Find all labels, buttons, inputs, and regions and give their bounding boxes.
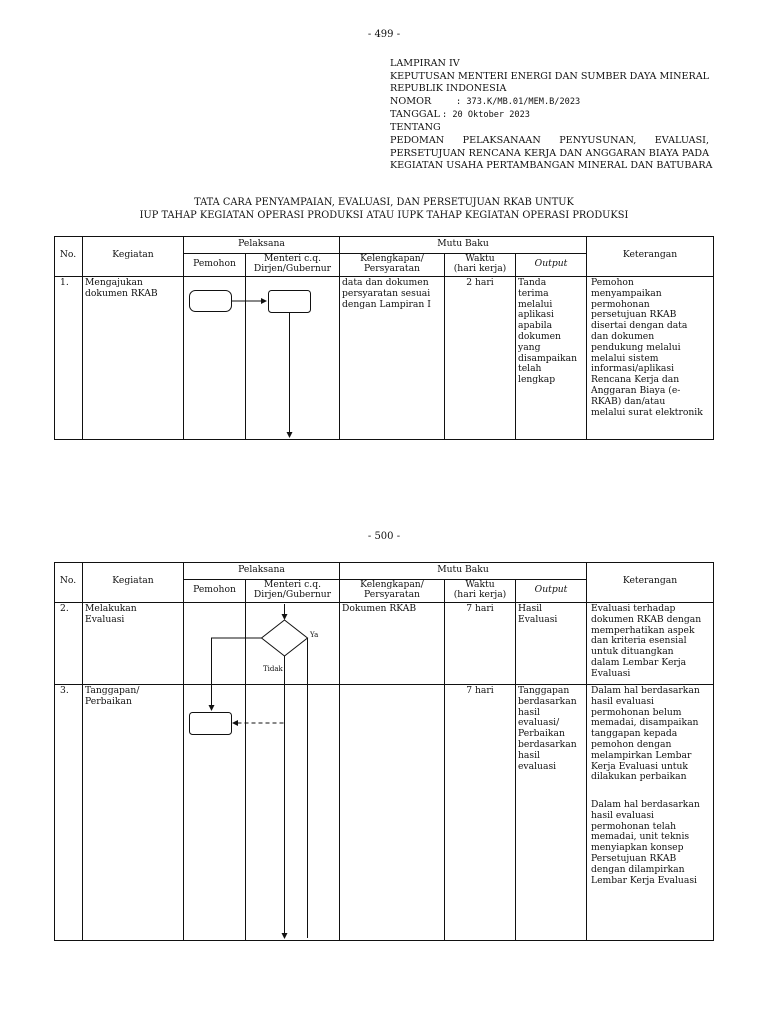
col-kelengkapan-header-2-2: Persyaratan — [364, 589, 420, 600]
row3-keterangan-b: Dalam hal berdasarkan hasil evaluasi permohonan telah memadai, unit teknis menyiapkan konsep Persetujuan RKAB dengan dilampirkan Lembar Kerja Evaluasi — [591, 799, 700, 886]
row2-keterangan: Evaluasi terhadap dokumen RKAB dengan memperhatikan aspek dan kriteria esensial untuk dituangkan dalam Lembar Kerja Evaluasi — [591, 603, 702, 679]
page-number-500: - 500 - — [367, 531, 401, 542]
row3-waktu: 7 hari — [466, 685, 494, 696]
row2-kelengkapan: Dokumen RKAB — [342, 603, 417, 614]
col-waktu-header-1: Waktu — [465, 253, 495, 264]
row1-output: Tanda terima melalui aplikasi apabila dokumen yang disampaikan telah lengkap — [518, 277, 577, 386]
row3-kegiatan: Tanggapan/ Perbaikan — [85, 685, 140, 707]
col-kegiatan-header-2: Kegiatan — [112, 575, 154, 586]
col-no-header-2: No. — [59, 575, 77, 586]
tentang-line-3: KEGIATAN USAHA PERTAMBANGAN MINERAL DAN BATUBARA — [390, 160, 713, 171]
col-menteri-header-1: Menteri c.q. — [263, 253, 321, 264]
row2-kegiatan: Melakukan Evaluasi — [85, 603, 137, 625]
page-number-499: - 499 - — [367, 29, 401, 40]
row2-output: Hasil Evaluasi — [518, 603, 558, 625]
row3-no: 3. — [60, 685, 69, 696]
col-output-header-2: Output — [534, 584, 568, 595]
row2-no: 2. — [60, 603, 69, 614]
row3-keterangan-a: Dalam hal berdasarkan hasil evaluasi permohonan belum memadai, disampaikan tanggapan kepada pemohon dengan melampirkan Lembar Kerja Evaluasi untuk dilakukan perbaikan — [591, 685, 700, 783]
col-output-header: Output — [534, 258, 568, 269]
flow-process-menteri — [269, 291, 311, 313]
keputusan-line-1: KEPUTUSAN MENTERI ENERGI DAN SUMBER DAYA MINERAL — [390, 71, 709, 82]
col-pelaksana-header: Pelaksana — [238, 238, 285, 249]
col-kelengkapan-header-2: Persyaratan — [364, 263, 420, 274]
row1-no: 1. — [60, 277, 69, 288]
tentang-label: TENTANG — [390, 122, 441, 133]
tentang-line-2: PERSETUJUAN RENCANA KERJA DAN ANGGARAN BIAYA PADA — [390, 148, 709, 159]
flow-label-ya: Ya — [310, 631, 319, 639]
col-keterangan-header: Keterangan — [622, 249, 678, 260]
col-waktu-header-2-1: Waktu — [465, 579, 495, 590]
row2-waktu: 7 hari — [466, 603, 494, 614]
col-no-header: No. — [59, 249, 77, 260]
row3-output: Tanggapan berdasarkan hasil evaluasi/ Perbaikan berdasarkan hasil evaluasi — [518, 685, 577, 772]
row1-keterangan: Pemohon menyampaikan permohonan persetujuan RKAB disertai dengan data dan dokumen pendukung melalui melalui sistem informasi/aplikasi Rencana Kerja dan Anggaran Biaya (e- RKAB) dan/atau melalui surat elektronik — [591, 277, 703, 418]
tanggal-label: TANGGAL — [390, 109, 440, 120]
flow-process-pemohon-perbaikan — [190, 713, 232, 735]
col-mutu-baku-header-2: Mutu Baku — [437, 564, 489, 575]
lampiran-label: LAMPIRAN IV — [390, 58, 460, 69]
col-waktu-header-2-2: (hari kerja) — [453, 589, 507, 600]
flow-arrow-tidak-to-pemohon — [212, 638, 285, 710]
col-menteri-header-2-1: Menteri c.q. — [263, 579, 321, 590]
col-kegiatan-header: Kegiatan — [112, 249, 154, 260]
col-kelengkapan-header-1: Kelengkapan/ — [360, 253, 424, 264]
keputusan-line-2: REPUBLIK INDONESIA — [390, 83, 507, 94]
document-title-line-2: IUP TAHAP KEGIATAN OPERASI PRODUKSI ATAU IUPK TAHAP KEGIATAN OPERASI PRODUKSI — [139, 210, 629, 221]
col-pemohon-header-2: Pemohon — [193, 584, 236, 595]
col-keterangan-header-2: Keterangan — [622, 575, 678, 586]
col-waktu-header-2: (hari kerja) — [453, 263, 507, 274]
flow-label-tidak: Tidak — [263, 665, 283, 673]
document-title-line-1: TATA CARA PENYAMPAIAN, EVALUASI, DAN PERSETUJUAN RKAB UNTUK — [194, 197, 574, 208]
col-menteri-header-2: Dirjen/Gubernur — [253, 263, 332, 274]
col-menteri-header-2-2: Dirjen/Gubernur — [253, 589, 332, 600]
flow-arrow-dashed-return — [233, 668, 285, 723]
col-pemohon-header: Pemohon — [193, 258, 236, 269]
nomor-value: : 373.K/MB.01/MEM.B/2023 — [456, 97, 581, 107]
col-kelengkapan-header-2-1: Kelengkapan/ — [360, 579, 424, 590]
col-mutu-baku-header: Mutu Baku — [437, 238, 489, 249]
col-pelaksana-header-2: Pelaksana — [238, 564, 285, 575]
flow-decision-diamond — [262, 620, 308, 656]
row1-kegiatan: Mengajukan dokumen RKAB — [85, 277, 158, 299]
row1-waktu: 2 hari — [466, 277, 494, 288]
tentang-line-1: PEDOMAN PELAKSANAAN PENYUSUNAN, EVALUASI, — [390, 135, 709, 146]
tanggal-value: : 20 Oktober 2023 — [442, 110, 530, 120]
nomor-label: NOMOR — [390, 96, 432, 107]
flow-start-pemohon — [190, 291, 232, 312]
row1-kelengkapan: data dan dokumen persyaratan sesuai dengan Lampiran I — [342, 277, 431, 310]
